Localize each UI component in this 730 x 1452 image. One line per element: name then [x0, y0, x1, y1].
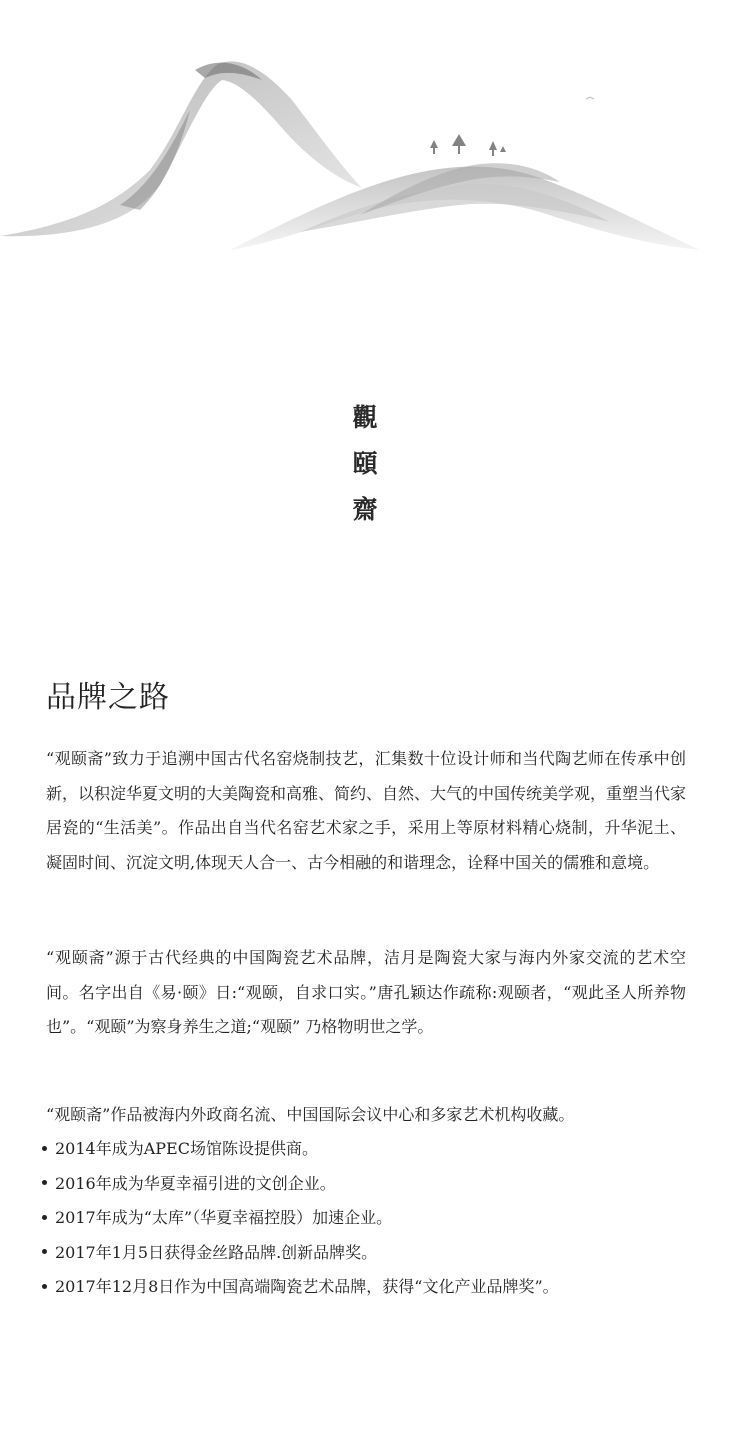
bullet-dot-icon [42, 1249, 47, 1254]
milestone-text: 2017年12月8日作为中国高端陶瓷艺术品牌，获得“文化产业品牌奖”。 [55, 1277, 559, 1296]
ink-landscape-illustration [0, 0, 730, 360]
brand-paragraph: “观颐斋”源于古代经典的中国陶瓷艺术品牌，洁月是陶瓷大家与海内外家交流的艺术空间。名字出自《易·颐》日:“观颐，自求口实。”唐孔颖达作疏称:观颐者，“观此圣人所养物也”。“观颐”为察身养生之道;“观颐” 乃格物明世之学。 [46, 948, 686, 1036]
milestone-text: 2016年成为华夏幸福引进的文创企业。 [55, 1173, 336, 1193]
milestone-item [42, 1236, 559, 1271]
section-title: 品牌之路 [46, 680, 170, 715]
bullet-dot-icon [42, 1215, 47, 1220]
milestone-text: 2017年1月5日获得金丝路品牌.创新品牌奖。 [55, 1242, 378, 1262]
brand-vertical-title [0, 395, 730, 533]
bullet-dot-icon [42, 1284, 47, 1289]
collection-intro: “观颐斋”作品被海内外政商名流、中国国际会议中心和多家艺术机构收藏。 [46, 1105, 575, 1124]
mountain-painting [0, 0, 730, 360]
brand-char: 觀 [352, 403, 378, 432]
milestone-item [42, 1132, 559, 1167]
milestone-item [42, 1270, 559, 1305]
brand-char: 齋 [352, 495, 378, 524]
milestone-item [42, 1167, 559, 1202]
milestone-list [42, 1132, 559, 1305]
milestone-text: 2014年成为APEC场馆陈设提供商。 [55, 1139, 318, 1158]
milestone-item [42, 1201, 559, 1236]
brand-paragraph: “观颐斋”致力于追溯中国古代名窑烧制技艺，汇集数十位设计师和当代陶艺师在传承中创新，以积淀华夏文明的大美陶瓷和高雅、简约、自然、大气的中国传统美学观，重塑当代家居瓷的“生活美”。作品出自当代名窑艺术家之手，采用上等原材料精心烧制，升华泥土、凝固时间、沉淀文明,体现天人合一、古今相融的和谐理念，诠释中国关的儒雅和意境。 [46, 749, 687, 872]
bullet-dot-icon [42, 1180, 47, 1185]
brand-char: 頤 [352, 449, 378, 478]
bullet-dot-icon [42, 1146, 47, 1151]
milestone-text: 2017年成为“太库”（华夏幸福控股）加速企业。 [55, 1208, 393, 1227]
